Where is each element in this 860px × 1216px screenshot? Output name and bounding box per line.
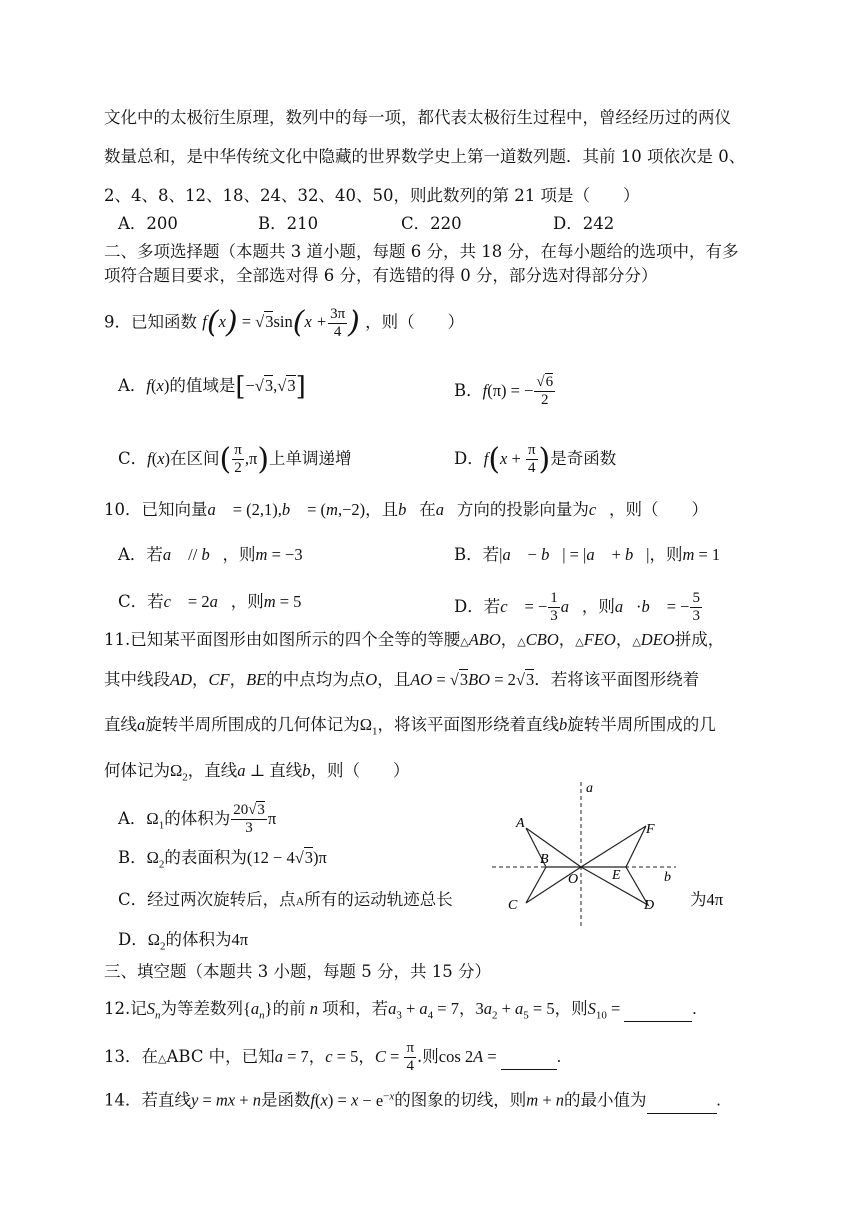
- q11-stem-line4: 何体记为$\Omega_2$，直线a ⊥ 直线b，则（ ）: [104, 761, 410, 784]
- q13-text: 13．在△ABC 中，已知a = 7，c = 5，C = $\frac{\pi}{4}$ .则cos 2A = .: [104, 1040, 561, 1074]
- section2-heading-line2: 项符合题目要求，全部选对得 6 分，有选错的得 0 分，部分选对得部分分）: [104, 266, 658, 285]
- q10-option-b: B．若|a⃗ − b⃗| = |a⃗ + b⃗|，则m = 1: [454, 545, 721, 564]
- q9-function-formula: f(x) = √3sin(x + $\frac{3\pi}{4}$ ): [202, 305, 360, 341]
- q11-figure: [488, 778, 688, 928]
- q10-option-a: A．若a⃗ // b⃗，则m = −3: [118, 545, 303, 564]
- q9-option-a: A．f(x)的值域是[−√3,√3]: [118, 372, 306, 403]
- figure-label-O: O: [568, 872, 579, 887]
- q9-stem: [104, 306, 464, 341]
- left-kite-shape: [526, 828, 581, 903]
- q14-answer-blank[interactable]: [647, 1089, 717, 1114]
- section2-heading-line1: 二、多项选择题（本题共 3 道小题，每题 6 分，共 18 分，在每小题给的选项中，有多: [104, 242, 739, 261]
- q9-option-c: C．f(x)在区间( $\frac{\pi}{2}$ ,π)上单调递增: [118, 442, 352, 478]
- q11-stem-line3: 直线a旋转半周所围成的几何体记为$\Omega_1$，将该平面图形绕着直线b旋转半周所围成的几: [104, 715, 716, 738]
- q10-option-c: C．若c⃗ = 2a⃗，则m = 5: [118, 592, 302, 611]
- figure-label-F: F: [646, 822, 655, 837]
- figure-label-B: B: [540, 852, 549, 867]
- figure-label-C: C: [508, 898, 518, 913]
- figure-label-b: b: [664, 870, 671, 885]
- q11-option-a: A．$\Omega_1$的体积为 $\frac{20√3}{3}$ π: [118, 802, 277, 836]
- q8-option-c: C．220: [401, 214, 462, 233]
- q11-stem-line2: 其中线段AD，CF，BE的中点均为点O，且AO = √3BO = 2√3．若将该平面图形绕着: [104, 670, 700, 689]
- q9-stem-suffix: ，则（ ）: [365, 312, 465, 332]
- q8-text-line1: 文化中的太极衍生原理，数列中的每一项，都代表太极衍生过程中，曾经经历过的两仪: [104, 108, 731, 127]
- q10-option-d: D．若c⃗ = − $\frac{1}{3}$ a⃗，则a⃗·b⃗ = − $\frac{5}{3}$: [454, 590, 700, 624]
- figure-label-E: E: [612, 868, 621, 883]
- right-kite-shape: [581, 826, 648, 905]
- q8-option-d: D．242: [553, 214, 615, 233]
- q11-option-b: B．$\Omega_2$的表面积为(12 − 4√3)π: [118, 848, 327, 871]
- q11-option-d: D．$\Omega_2$的体积为4π: [118, 930, 249, 953]
- figure-label-D: D: [644, 898, 655, 913]
- q13-answer-blank[interactable]: [501, 1045, 557, 1070]
- q11-stem-line1: 11.已知某平面图形由如图所示的四个全等的等腰△ABO，△CBO，△FEO，△DEO拼成，: [104, 630, 725, 649]
- q8-text-line3: 2、4、8、12、18、24、32、40、50，则此数列的第 21 项是（ ）: [104, 186, 640, 205]
- figure-label-a: a: [586, 781, 593, 796]
- q10-stem: 10．已知向量a⃗ = (2,1),b⃗ = (m,−2)，且b⃗在a⃗方向的投影向量为c⃗，则（ ）: [104, 500, 709, 519]
- q11-option-c: C．经过两次旋转后，点A所有的运动轨迹总长: [118, 890, 453, 909]
- q8-option-b: B．210: [258, 214, 319, 233]
- q9-stem-prefix: 9．已知函数: [104, 312, 197, 332]
- figure-label-A: A: [516, 816, 525, 831]
- q14-text: 14．若直线y = mx + n是函数$f(x) = x - e^{-x}$的图象的切线，则m + n的最小值为 .: [104, 1084, 721, 1114]
- q9-option-d: D．f(x + $\frac{\pi}{4}$ )是奇函数: [454, 442, 617, 478]
- q8-text-line2: 数量总和，是中华传统文化中隐藏的世界数学史上第一道数列题．其前 10 项依次是 0、: [104, 147, 746, 166]
- q12-text: 12.记$S_n$为等差数列$\{a_n\}$的前 n 项和，若$a_3 + a_4 = 7$，$3a_2 + a_5 = 5$，则$S_{10}$ = .: [104, 999, 697, 1022]
- q8-option-a: A．200: [118, 214, 178, 233]
- q11-option-c-tail: 为4π: [690, 890, 724, 909]
- section3-heading: 三、填空题（本题共 3 小题，每题 5 分，共 15 分）: [104, 962, 491, 981]
- q12-answer-blank[interactable]: [624, 997, 692, 1022]
- q9-option-b: B．f(π) = − $\frac{√6}{2}$: [454, 374, 554, 408]
